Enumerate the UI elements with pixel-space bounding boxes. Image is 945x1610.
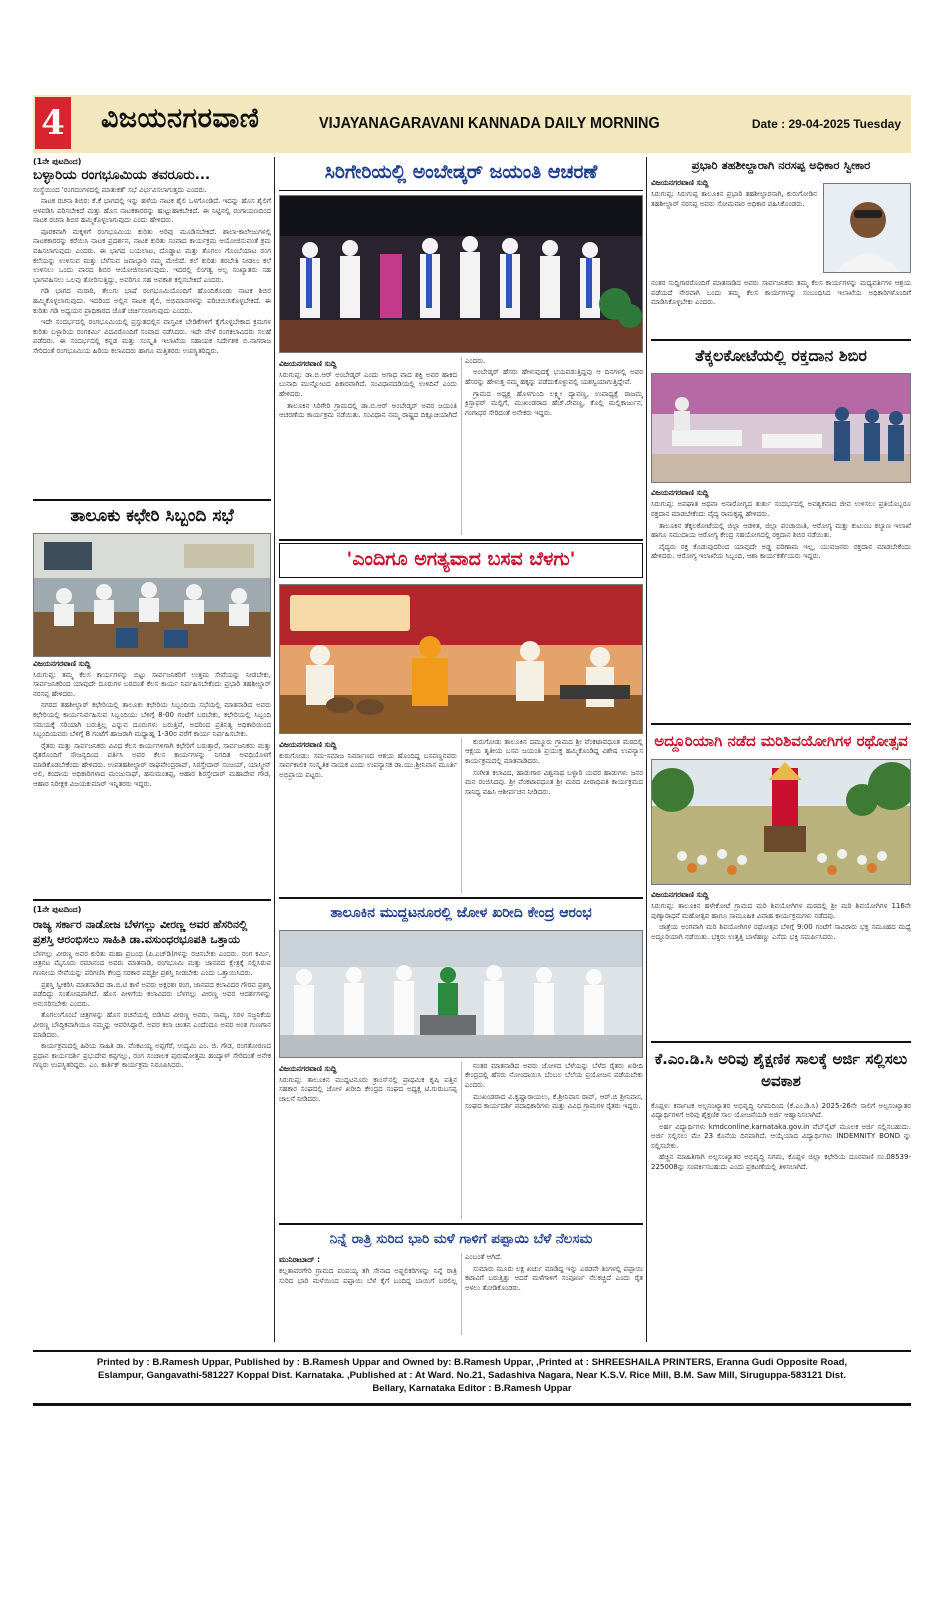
- divider: [651, 339, 911, 341]
- paragraph: ಕಾರ್ಯಕ್ರಮದಲ್ಲಿ ಹಿರಿಯ ಸಾಹಿತಿ ಡಾ. ವೆಂಕಟಯ್ಯ ಅಪ್ಪಗೆರೆ, ಉದ್ಯಮಿ ಎಂ. ಜಿ. ಗೌಡ, ರಂಗತೋರಣದ ಪ್ರಧಾನ ಕಾರ್ಯದರ್ಶಿ ಪ್ರಭುದೇವ ಕಪ್ಪಗಲ್ಲು, ರಂಗ ಸಂಚಾಲಕ ಪುರುಷೋತ್ತಮ ಹಂದ್ಯಾಳ್ ಸೇರಿದಂತೆ ಅನೇಕ ಗಣ್ಯರು ಉಪಸ್ಥಿತರಿದ್ದರು. ಎಂ. ಕಾರ್ತಿಕ್ ಕಾರ್ಯಕ್ರಮ ನಿರೂಪಿಸಿದರು.: [33, 1042, 271, 1070]
- paragraph: ಇದೇ ಸಂದರ್ಭದಲ್ಲಿ ರಂಗಭೂಮಿಯಲ್ಲಿ ಪ್ರಸ್ತುತದಲ್ಲಿನ ವಾಸ್ತವಿಕ ಬೇಡಿಕೆಗಳಿಗೆ ಕೈಗೊಳ್ಳಬೇಕಾದ ಕ್ರಮಗಳ ಕುರಿತು ಬಳ್ಳಾರಿಯ ರಂಗಕರ್ಮಿ ವಿದವಿರೊಂದಿಗೆ ಸಂವಾದ ನಡೆಸಿದರು. ಇದೇ ವೇಳೆ ರಂಗಕಲಾವಿದರು ಸಲಹೆ ಪಡೆದರು. ಈ ಸಂದರ್ಭದಲ್ಲಿ ಕನ್ನಡ ಮತ್ತು ಸಂಸ್ಕೃತಿ ಇಲಾಖೆಯ ಸಹಾಯಕ ನಿರ್ದೇಶಕ ಬಿ.ನಾಗರಾಜ ಸೇರಿದಂತೆ ರಂಗಭೂಮಿಯ ಹಿರಿಯ ಕಲಾವಿದರು ಹಾಗೂ ಮತ್ತಿತರರು ಉಪಸ್ಥಿತರಿದ್ದರು.: [33, 318, 271, 356]
- article-jowar-purchase-centre: [279, 903, 643, 1219]
- divider: [33, 899, 271, 901]
- masthead-date: Date : 29-04-2025 Tuesday: [751, 117, 901, 131]
- paragraph: ಕುರುಗೋಡು: ಸಮ-ಸಮಾಜ ನಿರ್ಮಾಣದ ಆಶಯ ಹೊಂದಿದ್ದ ಬಸವಣ್ಣನವರು ಸಾರ್ವಕಾಲಿಕ ಸಂಸ್ಕೃತಿಕ ನಾಯಕ ಎಂದು ಉಪನ್ಯಾಸಕ ಡಾ.ಯು.ಶ್ರೀನಿವಾಸ ಮೂರ್ತಿ ಅಭಿಪ್ರಾಯ ಪಟ್ಟರು.: [279, 751, 457, 779]
- divider: [33, 499, 271, 501]
- article-ballari-theatre: [33, 157, 271, 497]
- article-headline: ಸಿರಿಗೇರಿಯಲ್ಲಿ ಅಂಬೇಡ್ಕರ್ ಜಯಂತಿ ಆಚರಣೆ: [279, 157, 643, 191]
- article-kmdc-loan: [651, 1047, 911, 1341]
- article-body: [33, 186, 271, 357]
- article-blood-donation-camp: [651, 345, 911, 719]
- masthead-title-english: VIJAYANAGARAVANI KANNADA DAILY MORNING: [319, 115, 660, 132]
- article-chariot-festival: [651, 729, 911, 1037]
- paragraph: ಸಿರುಗುಪ್ಪ: ಡಾ.ಬಿ.ಆರ್ ಅಂಬೇಡ್ಕರ್ ಎಂದು ಅಗಾಧ ವಾದ ಶಕ್ತಿ ಅವರ ಹಾಕಿದ ಬುನಾದಿ ಮುನ್ನೋಟದ ಪಿಕಾರವಾಗಿದೆ. ಸಂವಿಧಾನದಡಿಯಲ್ಲಿ ಉಳಿದಿವೆ ಎಂದು ಹೇಳಿದರು.: [279, 370, 457, 398]
- event-photo: [279, 584, 643, 734]
- paragraph: ಕುರುಗೋಡು ತಾಲೂಕಿನ ದಮ್ಮೂರು ಗ್ರಾಮದ ಶ್ರೀ ವೆಂಕಟಾವಧೂತ ಮಠದಲ್ಲಿ ಆಕ್ಷಯ ತೃತೀಯ ಬಸವ ಜಯಂತಿ ಪ್ರಯುಕ್ತ ಹಮ್ಮಿಕೊಂಡಿದ್ದ ವಿಶೇಷ ಉಪನ್ಯಾಸ ಕಾರ್ಯಕ್ರಮದಲ್ಲಿ ಮಾತನಾಡಿದರು.: [465, 737, 643, 765]
- dateline: ವಿಜಯನಗರವಾಣಿ ಸುದ್ದಿ: [279, 739, 337, 749]
- article-body: [651, 1100, 911, 1322]
- event-photo: [279, 195, 643, 353]
- dateline: ವಿಜಯನಗರವಾಣಿ ಸುದ್ದಿ: [279, 358, 337, 368]
- article-body: [33, 671, 271, 790]
- imprint-footer: [33, 1350, 911, 1395]
- paragraph: ರೈತರು ಮತ್ತು ಸಾರ್ವಜನಿಕರು ವಿವಿಧ ಕೆಲಸ ಕಾರ್ಯಗಳಿಗಾಗಿ ಕಛೇರಿಗೆ ಬರುತ್ತಾರೆ, ಸಾರ್ವಜನಿಕರು ಮತ್ತು ರೈತರೊಂದಿಗೆ ಸೌಜನ್ಯದಿಂದ ವರ್ತಿಸಿ ಅವರ ಕೆಲಸ ಕಾರ್ಯಗಳನ್ನು ನಿಗದಿತ ಅವಧಿಯೊಳಗೆ ಮಾಡಿಕೊಡಬೇಕೆಂದು ಹೇಳಿದರು. ಉಪತಹಶೀಲ್ದಾರ್ ರಾಘವೇಂದ್ರರಾವ್, ಸಿರಸ್ತೇದಾರ್ ಸಂಜಯ್, ಯಾಸ್ಮೀನ್ ಅಲಿ, ಕಂದಾಯ ಅಧಿಕಾರಿಗಳಾದ ಮಂಜುನಾಥ್, ಹನುಮಂತಪ್ಪ, ಆಹಾರ ಶಿರಸ್ತೇದಾರ್ ಮಹಾದೇವ ಗೌಡ, ಆಹಾರ ನಿರೀಕ್ಷಕ ವಿಜಯಕುಮಾರ್ ಇನ್ನಿತರರು ಇದ್ದರು.: [33, 741, 271, 789]
- divider: [279, 897, 643, 899]
- imprint-line: Bellary, Karnataka Editor : B.Ramesh Uppar: [372, 1383, 572, 1394]
- paragraph: ವೈದ್ಯರು ರಕ್ತ ಕೊಡುವುದರಿಂದ ಯಾವುದೇ ಅಡ್ಡ ಪರಿಣಾಮ ಇಲ್ಲ, ಯುವಜನರು ರಕ್ತದಾನ ಮಾಡಬೇಕೆಂದು ಹೇಳಿದರು. ಆರೋಗ್ಯ ಇಲಾಖೆಯ ಸಿಬ್ಬಂದಿ, ಆಶಾ ಕಾರ್ಯಕರ್ತೆಯರು ಇದ್ದರು.: [651, 542, 911, 561]
- paragraph: ಮುಖಂಡರಾದ ವಿ.ಕೃಷ್ಣಾರಾಯಲು, ಕೆ.ಶ್ರೀನಿವಾಸ ರಾವ್, ಆರ್.ಬಿ ಶ್ರೀನಿವಾಸ, ಸಂಘದ ಕಾರ್ಯದರ್ಶಿ ಪದಾಧಿಕಾರಿಗಳು ಮತ್ತು ವಿವಿಧ ಗ್ರಾಮಗಳ ರೈತರು ಇದ್ದರು.: [465, 1092, 643, 1111]
- article-headline: ತಾಲೂಕಿನ ಮುದ್ದಟನೂರಲ್ಲಿ ಜೋಳ ಖರೀದಿ ಕೇಂದ್ರ ಆರಂಭ: [330, 905, 592, 921]
- paragraph: ಪೂರಕವಾಗಿ ಮಕ್ಕಳಿಗೆ ರಂಗಭೂಮಿಯ ಕುರಿತು ಅರಿವು ಮೂಡಿಸಬೇಕಿದೆ. ಶಾಲಾ-ಕಾಲೇಜುಗಳಲ್ಲಿ ನಾಟಕಕಾರರನ್ನು ಕರೆಯಿಸಿ ನಾಟಕ ಪ್ರದರ್ಶನ, ನಾಟಕ ಕುರಿತು ಸಂವಾದ ಕಾರ್ಯಕ್ರಮ ಆಯೋಜಿಸುವಂತೆ ಕ್ರಮ ವಹಿಸಲಾಗುವುದು ಎಂದರು. ಈ ಭಾಗದ ಬಯಲಾಟ, ದೊಡ್ಡಾಟ ಮತ್ತು ತೊಗಲು ಗೊಂಬೆಯಾಟ ರಂಗ ಕಲೆಯನ್ನು ಉಳಿಸುವ ಮತ್ತು ಬೆಳೆಸುವ ಜವಾಬ್ದಾರಿ ನಮ್ಮ ಮೇಲಿದೆ. ಕಲೆ ಕುರಿತು ತರಬೇತಿ ನೀಡಲು ಕಲೆ ಉಳಿಸಲು ಒಂದು ವಾರದ ಶಿಬಿರ ಆಯೋಜಿಸಲಾಗುವುದು. ಇದರಲ್ಲಿ ಲಿಂಗತ್ವ ಅಲ್ಪ ಸಂಖ್ಯಾತರು ಸಹ ಭಾಗವಹಿಸಲು ಒಲವು ತೋರಿಸುತ್ತಿದ್ದು, ಅವರಿಗೂ ಸಹ ಅವಕಾಶ ಕಲ್ಪಿಸಬೇಕಿದೆ ಎಂದರು.: [33, 227, 271, 284]
- imprint-line: Eslampur, Gangavathi-581227 Koppal Dist. Karnataka. ,Published at : At Ward. No.21, Sadashiva Nagara, Near K.S.V. Rice Mill, B.M. Saw Mill, Siruguppa-583121 Dist.: [97, 1370, 846, 1381]
- article-body: [279, 738, 643, 893]
- masthead-title-kannada: ವಿಜಯನಗರವಾಣಿ: [101, 103, 260, 134]
- dateline: ವಿಜಯನಗರವಾಣಿ ಸುದ್ದಿ: [279, 1063, 337, 1073]
- paragraph: ಸಿರುಗುಪ್ಪ: ಅಪಘಾತ ಅಥವಾ ಅನಾರೋಗ್ಯದ ತುರ್ತು ಸಂದರ್ಭದಲ್ಲಿ ಅವಶ್ಯಕವಾದ ಜೀವ ಉಳಿಸಲು ಪ್ರತಿಯೊಬ್ಬರೂ ರಕ್ತದಾನ ಮಾಡಬೇಕೆಂದು ವೈದ್ಯ ರಾಮಕೃಷ್ಣ ಹೇಳಿದರು.: [651, 500, 911, 518]
- paragraph: ಅರ್ಹ ವಿದ್ಯಾರ್ಥಿಗಳು kmdconline.karnataka.gov.in ವೆಬ್‌ಸೈಟ್ ಮೂಲಕ ಅರ್ಜಿ ಸಲ್ಲಿಸಬಹುದು. ಅರ್ಜಿ ಸಲ್ಲಿಸಲು ಮೇ 23 ಕೊನೆಯ ದಿನವಾಗಿದೆ. ಆಯ್ಕೆಯಾದ ವಿದ್ಯಾರ್ಥಿಗಳು INDEMNITY BOND ನ್ನು ಸಲ್ಲಿಸಬೇಕು.: [651, 1122, 911, 1150]
- paragraph: ಕಲ್ಲತಾವರಗೇರಿ ಗ್ರಾಮದ ಪಂಪಯ್ಯ ತಗಿ ಸೇನಾದ ಅಫ್ಜಲಿಕರಿಗಳನ್ನು ನಿನ್ನೆ ರಾತ್ರಿ ಸುರಿದ ಭಾರಿ ಮಳೆಯಿಂದ ಪಪ್ಪಾಯಿ ಬೆಳೆ ಕೈಗೆ ಬಂದಿದ್ದ ಬಾಯಿಗೆ ಬರಲಿಲ್ಲ ಎಂಬಂತೆ ಆಗಿದೆ.: [279, 1253, 503, 1285]
- article-headline: ಅದ್ದೂರಿಯಾಗಿ ನಡೆದ ಮರಿಶಿವಯೋಗಿಗಳ ರಥೋತ್ಸವ: [654, 732, 908, 750]
- paragraph: ಗಡಿ ಭಾಗದ ಮರಾಠಿ, ತೆಲುಗು ಭಾಷೆ ರಂಗಭೂಮಿಯೊಂದಿಗೆ ಹೊಂದಿಕೊಂಡು ನಾಟಕ ಶಿಬಿರ ಹಮ್ಮಿಕೊಳ್ಳಲಾಗುವುದು. ಇದರಿಂದ ಅಲ್ಲಿನ ನಾಟಕ ಶೈಲಿ, ಅಭಿಮಾನಗಳನ್ನು ಪರಿಚಯಿಸಿಕೊಳ್ಳಬೇಕಿದೆ. ಈ ಕುರಿತು ಗಡಿ ಅಧ್ಯಯನ ಪ್ರಾಧಿಕಾರದ ಜೊತೆ ಚರ್ಚಿಸಲಾಗುವುದು ಎಂದರು.: [33, 287, 271, 315]
- paragraph: ಗ್ರಾಮದ ಅಧ್ಯಕ್ಷ ಹೊಳಗುಂದಿ ಲಕ್ಷ್ಮೀ ದ್ಯಾವಣ್ಣ, ಉಪಾಧ್ಯಕ್ಷೆ ರಾಜಮ್ಮ ಕ್ರಿಸ್ತಾಫರ್ ಮಲ್ಲಿಗೆ, ಮುಖಂಡರಾದ ಹೆಚ್.ರೇವಣ್ಣ, ಕೊಲ್ಲಿ ಮಲ್ಲಿಕಾರ್ಜುನ, ಗಂಗಾಧರ ಸೇರಿದಂತೆ ಅನೇಕರು ಇದ್ದರು.: [465, 389, 643, 417]
- article-body: [279, 1253, 643, 1335]
- article-body: [651, 486, 911, 719]
- article-headline: ತಾಲೂಕು ಕಛೇರಿ ಸಿಬ್ಬಂದಿ ಸಭೆ: [70, 507, 234, 526]
- paragraph: ಸಿರುಗುಪ್ಪ: ತಮ್ಮ ಕೆಲಸ ಕಾರ್ಯಗಳನ್ನು ಬಿಟ್ಟು ಸಾರ್ವಜನಿಕರಿಗೆ ಉತ್ತಮ ಸೇವೆಯನ್ನು ನೀಡಬೇಕು, ಸಾರ್ವಜನಿಕರಿಂದ ಯಾವುದೇ ದೂರುಗಳ ಬರದಂತೆ ಕೆಲಸ ಕಾರ್ಯ ನಿರ್ವಹಿಸಬೇಕೆಂದು ಪ್ರಭಾರಿ ತಹಶೀಲ್ದಾರ್ ನರಸಪ್ಪ ಹೇಳಿದರು.: [33, 670, 271, 698]
- paragraph: ಸಿರುಗುಪ್ಪ: ತಾಲೂಕಿನ ಹಳೇಕೋಟೆ ಗ್ರಾಮದ ಮರಿ ಶಿವಯೋಗಿಗಳ ಮಠದಲ್ಲಿ ಶ್ರೀ ಮರಿ ಶಿವಯೋಗಿಗಳ 116ನೇ ಪುಣ್ಯಾರಾಧನೆ ಮಹೋತ್ಸವ ಹಾಗೂ ಸಾಮೂಹಿಕ ವಿವಾಹ ಕಾರ್ಯಕ್ರಮಗಳು ನಡೆದವು.: [651, 902, 911, 920]
- newspaper-page: [33, 95, 911, 1480]
- footer-rule: [33, 1403, 911, 1406]
- masthead: [33, 95, 911, 153]
- article-ambedkar-jayanti: [279, 157, 643, 535]
- article-body: [279, 1062, 643, 1219]
- page-number: 4: [35, 97, 71, 149]
- dateline: ವಿಜಯನಗರವಾಣಿ ಸುದ್ದಿ: [651, 488, 709, 498]
- article-body-continued: [651, 277, 911, 308]
- paragraph: ನಾಟಕ ರಚನಾ ಶಿಬಿರ: ಕೆ.ಕೆ ಭಾಗದಲ್ಲಿ ಇನ್ನು ಹಳೆಯ ನಾಟಕ ಶೈಲಿ ಒಳಗೊಂಡಿದೆ. ಇದನ್ನು ಹೊಸ ಶೈಲಿಗೆ ಅಳವಡಿಸಿ ಪರಿಸಬೇಕಿದೆ ಮತ್ತು ಹೊಸ ನಾಟಕಕಾರರನ್ನು ಹುಟ್ಟುಹಾಕಬೇಕಿದೆ. ಈ ನಿಟ್ಟಿನಲ್ಲಿ ರಂಗಾಯಣದಿಂದ ನಾಟಕ ರಚನಾ ಶಿಬಿರ ಹಮ್ಮಿಕೊಳ್ಳಲಾಗುವುದು ಎಂದು ಹೇಳಿದರು.: [33, 197, 271, 225]
- paragraph: ಸುಮಾರು ಮೂರು ಲಕ್ಷ ಖರ್ಚು ಮಾಡಿದ್ದ ಇನ್ನು ಎರಡನೇ ತಿಂಗಳಲ್ಲಿ ಪಪ್ಪಾಯಿ ಕಟಾವಿಗೆ ಬರುತ್ತಿತ್ತು ಆದರೆ ಮಳೆಗಾಳಿಗೆ ಸಂಪೂರ್ಣ ನೆಲಕಚ್ಚಿದೆ ಎಂದು ರೈತ ಅಳಲು ತೋಡಿಕೊಂಡರು.: [465, 1264, 643, 1292]
- paragraph: ಸಿರುಗುಪ್ಪ: ಸಿರುಗುಪ್ಪ ತಾಲೂಕಿನ ಪ್ರಭಾರಿ ತಹಶೀಲ್ದಾರನಾಗಿ, ಕುರುಗೋಡಿನ ತಹಶೀಲ್ದಾರ್ ನರಸಪ್ಪ ಅವರು ಸೋಮವಾರ ಅಧಿಕಾರ ವಹಿಸಿಕೊಂಡರು.: [651, 190, 817, 208]
- divider: [651, 1041, 911, 1043]
- divider: [651, 723, 911, 725]
- dateline: ವಿಜಯನಗರವಾಣಿ ಸುದ್ದಿ: [33, 658, 91, 668]
- article-headline: ತೆಕ್ಕಲಕೋಟೆಯಲ್ಲಿ ರಕ್ತದಾನ ಶಿಬಿರ: [695, 346, 867, 365]
- article-headline: 'ಎಂದಿಗೂ ಅಗತ್ಯವಾದ ಬಸವ ಬೆಳಗು': [279, 543, 643, 578]
- continued-tag: (1ನೇ ಪುಟದಿಂದ): [33, 157, 82, 166]
- article-headline: ಪ್ರಭಾರಿ ತಹಶೀಲ್ದಾರಾಗಿ ನರಸಪ್ಪ ಅಧಿಕಾರ ಸ್ವೀಕಾರ: [691, 158, 871, 172]
- paragraph: ನಂತರ ಮಾತನಾಡಿದ ಅವರು ಜೋಳದ ಬೆಳೆಯನ್ನು ಬೆಳೆದ ರೈತರು ಖರೀದಿ ಕೇಂದ್ರದಲ್ಲಿ ಹೆಸರು ನೋಂದಾಯಿಸಿ ಬೆಂಬಲ ಬೆಲೆಯ ಪ್ರಯೋಜನ ಪಡೆಯಬೇಕು ಎಂದರು.: [465, 1061, 643, 1089]
- paragraph: ಜಾತ್ರೆಯ ಅಂಗವಾಗಿ ಮರಿ ಶಿವಯೋಗಿಗಳ ರಥೋತ್ಸವ ಬೆಳಿಗ್ಗೆ 9:00 ಗಂಟೆಗೆ ಸಾವಿರಾರು ಭಕ್ತ ಸಮೂಹದ ಮಧ್ಯೆ ಅದ್ದೂರಿಯಾಗಿ ನಡೆಯಿತು. ಭಕ್ತರು ಉತ್ತತ್ತಿ ಬಾಳೆಹಣ್ಣು ಎಸೆದು ಭಕ್ತಿ ಸಮರ್ಪಿಸಿದರು.: [651, 923, 911, 942]
- paragraph: ಸಿರುಗುಪ್ಪ: ತಾಲೂಕಿನ ಮುದ್ದಟನೂರು ಕ್ರಾಂಸ್‌ನಲ್ಲಿ ಪ್ರಾಥಮಿಕ ಕೃಷಿ ಪತ್ತಿನ ಸಹಕಾರ ಸಂಘದಲ್ಲಿ ಜೋಳ ಖರೀದಿ ಕೇಂದ್ರದ ಸಂಘದ ಅಧ್ಯಕ್ಷ ಟಿ.ಗುರುಬಸಪ್ಪ ಚಾಲನೆ ನೀಡಿದರು.: [279, 1075, 457, 1103]
- article-body: [33, 950, 271, 1071]
- event-photo: [651, 373, 911, 483]
- article-basava-belagu: [279, 543, 643, 893]
- meeting-photo: [33, 533, 271, 657]
- portrait-photo: [823, 183, 911, 273]
- article-papaya-crop-loss: [279, 1229, 643, 1341]
- paragraph: ತೊಗಲುಗೊಂಬೆ ಚಿತ್ರಗಳನ್ನು ಹೊಸ ರಚನೆಯಲ್ಲಿ ಬಿಡಿಸಿದ ವೀರಣ್ಣ ಅವರು, ಸಾಮ್ಯ, ಸರಳ ಸಜ್ಜನಿಕೆಯ ವೀರಣ್ಣ ಬೌದ್ಧಿಕವಾಗಿಯೂ ನಮ್ಮನ್ನು ಆವರಿಸಿದ್ದಾರೆ. ಅವರ ಕಲಾ ಚಿಂತನ ಎಂದೆಂದೂ ಅವರ ಅಂತ ಗುಣಗಾನ ಮಾಡಿದರು.: [33, 1011, 271, 1039]
- paragraph: ಸಂಸ್ಥೆಯಿಂದ 'ರಂಗದಂಗಳದಲ್ಲಿ ಮಾತುಕತೆ' ಸಭೆ ವಿರ್ಭವಿಸಲಾಗುತ್ತದು ಎಂದರು.: [33, 185, 207, 194]
- paragraph: ತಾಲೂಕಿನ ಸಿರಿಗೇರಿ ಗ್ರಾಮದಲ್ಲಿ ಡಾ.ಬಿ.ಆರ್ ಅಂಬೇಡ್ಕರ್ ಅವರ ಜಯಂತಿ ಆಚರಣೆಯ ಕಾರ್ಯಕ್ರಮ ನಡೆಯಿತು. ಸಂವಿಧಾನ ನಮ್ಮ ರಾಷ್ಟ್ರದ ದಿಕ್ಸೂಚಿಯಾಗಿದೆ ಎಂದರು.: [279, 356, 486, 420]
- article-taluk-office-meeting: [33, 507, 271, 895]
- paragraph: ಬೆಳಗಲ್ಲು ವೀರಣ್ಣ ಅವರ ಕುರಿತು ಮಹಾ ಪ್ರಬಂಧ (ಪಿ.ಎಚ್‌ಡಿ)ಗಳನ್ನು ರಚಿಸಬೇಕು ಎಂದರು. ರಂಗ ಕರ್ಮಿ, ಚಿತ್ರನಟ ಮೈಸೂರು ರಮಾನಂದ ಅವರು ಮಾತನಾಡಿ, ರಂಗಭೂಮಿ ಮತ್ತು ಜಾನಪದ ಕ್ಷೇತ್ರಕ್ಕೆ ಸಲ್ಲಿಸಿರುವ ಗಣನೀಯ ಸೇವೆಯನ್ನು ಪರಿಗಣಿಸಿ ಕೇಂದ್ರ ಸರಕಾರ ಪದ್ಮಶ್ರೀ ಪ್ರಶಸ್ತಿ ನೀಡಬೇಕು ಎಂದು ಒತ್ತಾಯಿಸಿದರು.: [33, 949, 271, 977]
- paragraph: ಸಂಗೀತ ಕಲಾವಿದ, ಹಾಡುಗಾರ ವಿಶ್ವನಾಥ ಬಳ್ಳಾರಿ ಯವರ ಹಾಡುಗಳು ಜನರ ಮನ ರಂಜಿಸಿದವು. ಶ್ರೀ ವೆಂಕಟಾವಧೂತ ಶ್ರೀ ಮಠದ ಪೀಠಾಧಿಪತಿ ಕಾರ್ಯಕ್ರಮದ ಸಾನಿಧ್ಯ ವಹಿಸಿ ಆಶೀರ್ವಚನ ನೀಡಿದರು.: [465, 768, 643, 796]
- paragraph: ಪ್ರಶಸ್ತಿ ಸ್ವೀಕರಿಸಿ ಮಾತನಾಡಿದ ಡಾ.ಬಿ.ಟಿ ಕಾಳೆ ಅವರು ಅಕ್ಷರಶಃ ರಂಗ, ಜಾನಪದ ಕಲಾವಿದರ ಗೌರವ ಪ್ರಶಸ್ತಿ ಪಡೆದಿದ್ದು ಸಂತೋಷವಾಗಿದೆ. ಹೊಸ ಪೀಳಿಗೆಯ ಕಲಾವಿದರು ಬೆಳಗಲ್ಲು ವೀರಣ್ಣ ಅವರ ಆದರ್ಶಗಳನ್ನು ಅನುಸರಿಸಬೇಕು ಎಂದರು.: [33, 980, 271, 1008]
- event-photo: [279, 930, 643, 1058]
- paragraph: ಹೆಚ್ಚಿನ ಮಾಹಿತಿಗಾಗಿ ಅಲ್ಪಸಂಖ್ಯಾತರ ಅಭಿವೃದ್ಧಿ ನಿಗಮ, ಕೊಪ್ಪಳ ಜಿಲ್ಲಾ ಕಛೇರಿಯ ದೂರವಾಣಿ ಸಂ.08539-225008ನ್ನು ಸಂಪರ್ಕಿಸಬಹುದು ಎಂದು ಪ್ರಕಟಣೆಯಲ್ಲಿ ತಿಳಿಸಲಾಗಿದೆ.: [651, 1153, 911, 1172]
- article-headline: ನಿನ್ನೆ ರಾತ್ರಿ ಸುರಿದ ಭಾರಿ ಮಳೆ ಗಾಳಿಗೆ ಪಪ್ಪಾಯಿ ಬೆಳೆ ನೆಲಸಮ: [329, 1231, 593, 1247]
- divider: [279, 539, 643, 541]
- paragraph: ಕೊಪ್ಪಳ: ಕರ್ನಾಟಕ ಅಲ್ಪಸಂಖ್ಯಾತರ ಅಭಿವೃದ್ಧಿ ನಿಗಮದಿಂದ (ಕೆ.ಎಂ.ಡಿ.ಸಿ) 2025-26ನೇ ಸಾಲಿಗೆ ಅಲ್ಪಸಂಖ್ಯಾತರ ವಿದ್ಯಾರ್ಥಿಗಳಿಗೆ ಅರಿವು ಶೈಕ್ಷಣಿಕ ಸಾಲ ಯೋಜನೆಯಡಿ ಅರ್ಜಿ ಆಹ್ವಾನಿಸಲಾಗಿದೆ.: [651, 1101, 911, 1120]
- dateline: ವಿಜಯನಗರವಾಣಿ ಸುದ್ದಿ: [651, 178, 709, 188]
- article-tahsildar-charge: [651, 157, 911, 335]
- article-headline: ರಾಜ್ಯ ಸರ್ಕಾರ ನಾಡೋಜ ಬೆಳಗಲ್ಲು ವೀರಣ್ಣ ಅವರ ಹೆಸರಿನಲ್ಲಿ ಪ್ರಶಸ್ತಿ ಆರಂಭಿಸಲು ಸಾಹಿತಿ ಡಾ.ವಸುಂಧರಭೂಪತಿ ಒತ್ತಾಯ: [33, 918, 248, 947]
- imprint-line: Printed by : B.Ramesh Uppar, Published by : B.Ramesh Uppar and Owned by: B.Ramesh Uppar, ,Printed at : SHREESHAILA PRINTERS, Eranna Gudi Opposite Road,: [96, 1357, 848, 1368]
- divider: [279, 1223, 643, 1225]
- article-body: [651, 178, 817, 209]
- paragraph: ಅಂಬೇಡ್ಕರ್ ಹೆಸರು ಹೇಳುವುದಕ್ಕೆ ಭಯಪಡುತ್ತಿದ್ದವು ಆ ದಿನಗಳಲ್ಲಿ ಅವರ ಹೆಸರನ್ನು ಹೇಳುತ್ತ ನಮ್ಮ ಹಕ್ಕನ್ನು ಪಡೆದುಕೊಳ್ಳುವಲ್ಲಿ ಯಶಸ್ವಿಯಾಗುತ್ತಿದ್ದೇವೆ.: [465, 368, 643, 386]
- column-divider: [646, 157, 647, 1342]
- article-body: [651, 888, 911, 1026]
- dateline: ಮುನಿರಾಬಾದ್ :: [279, 1255, 320, 1265]
- paragraph: ತಾಲೂಕಿನ ತೆಕ್ಕಲಕೋಟೆಯಲ್ಲಿ ಜಿಲ್ಲಾ ಆಡಳಿತ, ಜಿಲ್ಲಾ ಪಂಚಾಯಿತಿ, ಆರೋಗ್ಯ ಮತ್ತು ಕುಟುಂಬ ಕಲ್ಯಾಣ ಇಲಾಖೆ ಹಾಗೂ ಸಮುದಾಯ ಆರೋಗ್ಯ ಕೇಂದ್ರ ಸಹಯೋಗದಲ್ಲಿ ರಕ್ತದಾನ ಶಿಬಿರ ನಡೆಯಿತು.: [651, 521, 911, 540]
- column-divider: [274, 157, 275, 1342]
- article-headline: ಬಳ್ಳಾರಿಯ ರಂಗಭೂಮಿಯ ತವರೂರು...: [33, 167, 211, 183]
- article-body: [279, 357, 643, 535]
- paragraph: ನಗರದ ತಹಶೀಲ್ದಾರ್ ಕಛೇರಿಯಲ್ಲಿ ತಾಲೂಕು ಕಛೇರಿಯ ಸಿಬ್ಬಂದಿಯ ಸಭೆಯಲ್ಲಿ ಮಾತನಾಡಿದ ಅವರು ಕಛೇರಿಯಲ್ಲಿ ಕಾರ್ಯನಿರ್ವಹಿಸುವ ಸಿಬ್ಬಂದಿಯು ಬೆಳಿಗ್ಗೆ 8-00 ಗಂಟೆಗೆ ಬರಬೇಕು, ಕಛೇರಿಯಲ್ಲಿ ಸಿಬ್ಬಂದಿ ಸಮಯಕ್ಕೆ ಸರಿಯಾಗಿ ಬರುತ್ತಿಲ್ಲ ಎನ್ನುವ ದೂರುಗಳು ಬರುತ್ತಿವೆ, ಅದರಿಂದ ಪ್ರತಿನಿತ್ಯ ಅಧಿಕಾರಿಯಿಂದ ಸಿಬ್ಬಂದಿಯವರು ಬೆಳಿಗ್ಗೆ 8 ಗಂಟೆಗೆ ಹಾಜರಾಗಿ ಮಧ್ಯಾಹ್ನ 1-30ರ ವರೆಗೆ ಕಾರ್ಯ ನಿರ್ವಹಿಸಬೇಕು.: [33, 701, 271, 739]
- continued-tag: (1ನೇ ಪುಟದಿಂದ): [33, 905, 82, 914]
- event-photo: [651, 759, 911, 885]
- dateline: ವಿಜಯನಗರವಾಣಿ ಸುದ್ದಿ: [651, 890, 709, 900]
- paragraph: ನಂತರ ಸುದ್ದಿಗಾರರೊಂದಿಗೆ ಮಾತನಾಡಿದ ಅವರು ಸಾರ್ವಜನಿಕರು ತಮ್ಮ ಕೆಲಸ ಕಾರ್ಯಗಳನ್ನು ಮಧ್ಯವರ್ತಿಗಳ ಆಶ್ರಯ ಪಡೆಯದೆ ನೇರವಾಗಿ ಬಂದು ತಮ್ಮ ಕೆಲಸ ಕಾರ್ಯಗಳನ್ನು ಸಂಬಂಧಿಸಿದ ಇಲಾಖೆಯ ಅಧಿಕಾರಿಗಳೊಂದಿಗೆ ಮಾಡಿಸಿಕೊಳ್ಳಬೇಕು ಎಂದರು.: [651, 279, 911, 307]
- article-headline: ಕೆ.ಎಂ.ಡಿ.ಸಿ ಅರಿವು ಶೈಕ್ಷಣಿಕ ಸಾಲಕ್ಕೆ ಅರ್ಜಿ ಸಲ್ಲಿಸಲು ಅವಕಾಶ: [654, 1050, 908, 1090]
- article-award-demand: [33, 905, 271, 1337]
